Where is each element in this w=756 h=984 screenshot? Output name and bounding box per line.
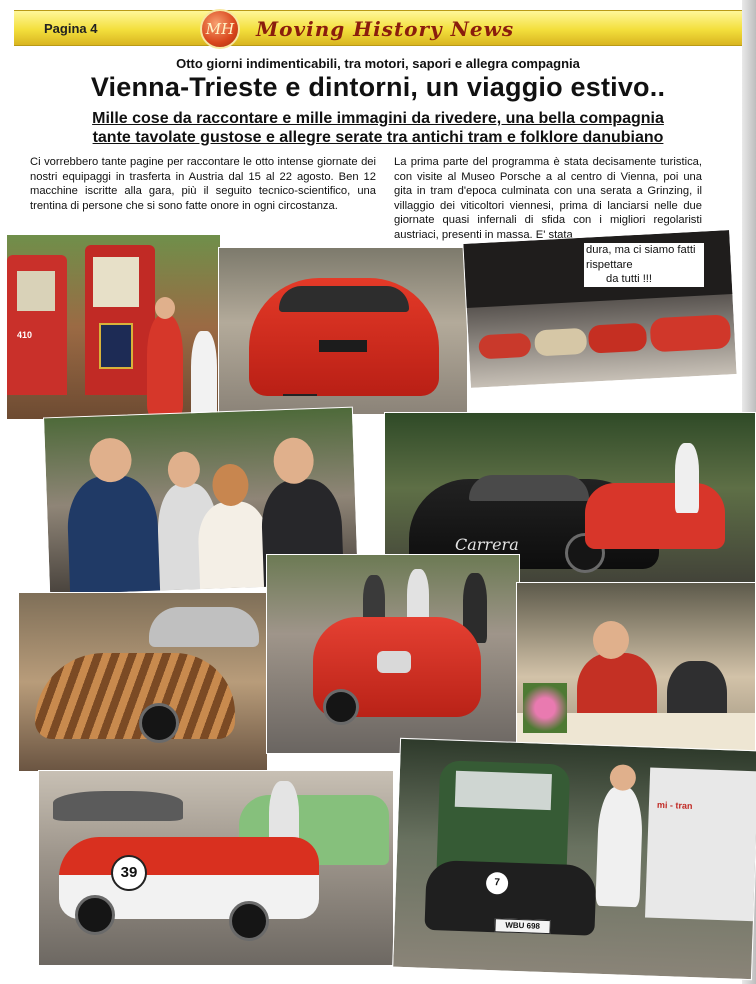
article-column-right: La prima parte del programma è stata decisamente turistica, con visite al Museo Porsche a al centro di Vienna, poi una gita in tram d'epoca culminata con una serata a Grinzing, il villaggio dei viticoltori viennesi, prima di lanciarsi nelle due giornate quasi infernali di sfida con i migliori regolaristi austriaci, presenti in massa. E' stata [394,156,702,241]
article-subhead-1: Mille cose da raccontare e mille immagini da rivedere, una bella compagnia [92,110,664,127]
article-kicker: Otto giorni indimenticabili, tra motori, sapori e allegra compagnia [176,56,580,71]
article-headline: Vienna-Trieste e dintorni, un viaggio estivo.. [90,72,666,102]
woman-red-shirt [147,315,183,415]
tram-emblem [99,323,133,369]
wood-car-wheel [139,703,179,743]
vintage-plate: WBU 698 [494,918,550,934]
spider-car-1 [478,333,531,360]
person-head [273,437,315,484]
logo-monogram: MH [205,20,235,38]
lotus-wheel [75,895,115,935]
caption-line-1: dura, ma ci siamo fatti rispettare [586,244,696,271]
lotus-wheel [229,901,269,941]
man-white-hat [595,786,643,907]
photo-red-coupe [218,247,468,415]
man-white-shirt [191,331,217,420]
caption-line-2: da tutti !!! [606,273,653,286]
lotus-top [59,837,319,877]
white-van [645,768,756,922]
flower-pot [523,683,567,733]
wood-frame-body [35,653,235,739]
man-blue-polo [66,475,160,596]
person-head [593,621,629,659]
page-number: Pagina 4 [44,21,98,36]
rally-plate [319,340,367,352]
photo-lotus-39 [38,770,394,966]
front-plate [283,394,317,396]
vintage-race-number: 7 [486,872,509,895]
bystander [675,443,699,513]
red-spider-behind [585,483,725,549]
masthead-band [14,10,756,46]
woman-white-top [197,501,270,596]
person-head [212,463,249,506]
tram-front-window [93,257,139,307]
masthead-logo [200,9,240,49]
spider-car-2 [534,328,587,357]
crowd-seated [53,791,183,821]
masthead-title: Moving History News [256,17,515,41]
spider-car-3 [588,323,647,354]
photo-red-giulia-spider [266,554,520,754]
tram-window [17,271,55,311]
photo-vintage-green-car [392,738,756,980]
photo-wooden-frame-car [18,592,268,772]
giulia-grille [377,651,411,673]
person-head [609,764,636,791]
spider-car-4 [650,314,732,352]
photo-vintage-tram [6,234,221,420]
tram-number: 410 [17,330,33,340]
photo-caption [584,243,704,287]
giulia-wheel [323,689,359,725]
carrera-windows [469,475,589,501]
silver-car-behind [149,607,259,647]
person-head [155,297,175,319]
lotus-race-number: 39 [111,855,147,891]
person-head [167,451,200,488]
carrera-script: Carrera [455,535,519,554]
red-coupe-windshield [279,286,409,312]
van-lettering: mi - tran [656,799,693,812]
article-column-left: Ci vorrebbero tante pagine per raccontare le otto intense giornate dei nostri equipaggi in trasferta in Austria dal 15 al 22 agosto. Ben 12 macchine iscritte alla gara, più il seguito tecnico-scientifico, una trentina di persone che si sono fatte onore in ogni circostanza. [30,156,376,212]
article-subhead-2: tante tavolate gustose e allegre serate tra antichi tram e folklore danubiano [92,129,664,146]
vintage-car-windows [455,771,552,810]
